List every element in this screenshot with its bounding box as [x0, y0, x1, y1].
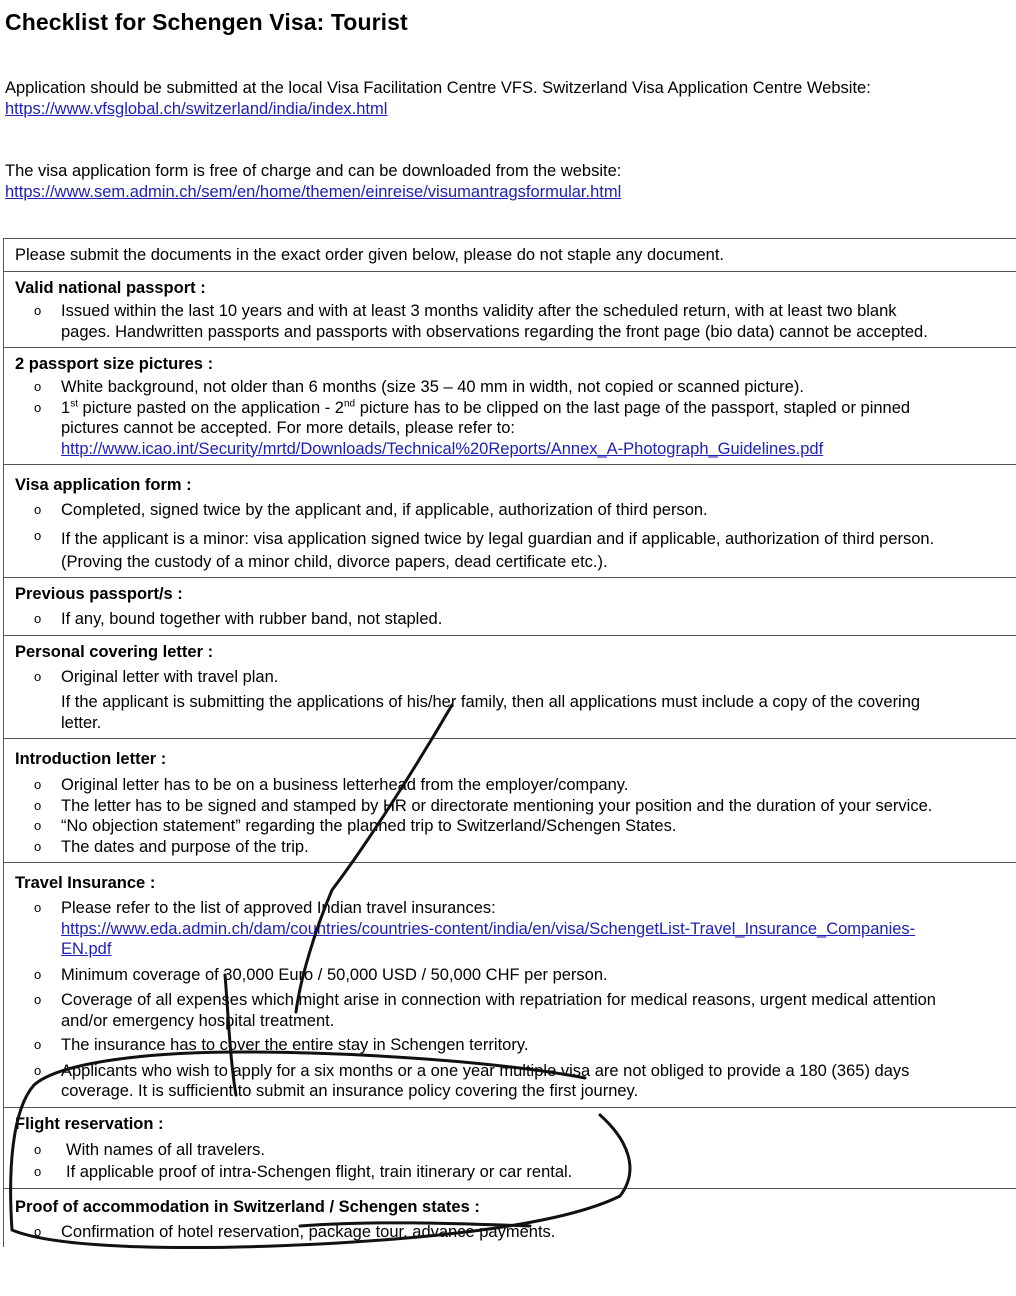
section-heading: Valid national passport :: [15, 279, 206, 297]
section-introduction-letter: [4, 739, 1016, 863]
item-text: and/or emergency hospital treatment.: [61, 1011, 335, 1030]
bullet-icon: o: [34, 1164, 42, 1179]
bullet-icon: o: [34, 1223, 42, 1239]
order-notice-text: Please submit the documents in the exact order given below, please do not staple any document.: [15, 246, 725, 264]
item-text: If the applicant is a minor: visa application signed twice by legal guardian and if applicable, authorization of third person.: [61, 529, 935, 548]
item-text: Please refer to the list of approved Indian travel insurances:: [61, 899, 496, 917]
item-text: With names of all travelers.: [66, 1140, 265, 1159]
item-text: Confirmation of hotel reservation, package tour, advance payments.: [61, 1222, 556, 1241]
list-item: [4, 965, 1016, 986]
item-text: If the applicant is submitting the applications of his/her family, then all applications must include a copy of the covering: [61, 693, 921, 711]
item-text: letter.: [61, 713, 102, 732]
item-text: 1st picture pasted on the application - 2nd picture has to be clipped on the last page of the passport, stapled or pinned: [61, 398, 911, 417]
bullet-icon: o: [34, 527, 42, 543]
item-text: Completed, signed twice by the applicant and, if applicable, authorization of third person.: [61, 501, 708, 519]
insurance-list-link-cont[interactable]: EN.pdf: [61, 940, 112, 958]
bullet-icon: o: [34, 1062, 42, 1078]
section-heading: 2 passport size pictures :: [15, 355, 214, 373]
bullet-icon: o: [34, 668, 42, 684]
item-text: Minimum coverage of 30,000 Euro / 50,000 USD / 50,000 CHF per person.: [61, 965, 608, 984]
section-pictures: [4, 348, 1016, 465]
list-item: [4, 1222, 1016, 1243]
list-item: [4, 526, 1016, 573]
bullet-icon: o: [34, 1141, 42, 1157]
item-text: If applicable proof of intra-Schengen flight, train itinerary or car rental.: [66, 1163, 573, 1181]
item-text: Coverage of all expenses which might arise in connection with repatriation for medical reasons, urgent medical attention: [61, 991, 936, 1009]
item-text: Original letter with travel plan.: [61, 667, 279, 686]
list-item: [4, 837, 1016, 858]
intro-text-vfs: Application should be submitted at the local Visa Facilitation Centre VFS. Switzerland Visa Application Centre Website:: [5, 79, 871, 97]
bullet-icon: o: [34, 399, 42, 415]
section-application-form: [4, 465, 1016, 578]
section-heading: Flight reservation :: [15, 1114, 164, 1133]
intro-text-form: The visa application form is free of charge and can be downloaded from the website:: [5, 162, 622, 180]
section-heading: Introduction letter :: [15, 750, 167, 768]
bullet-icon: o: [34, 900, 42, 915]
bullet-icon: o: [34, 1037, 42, 1052]
bullet-icon: o: [34, 379, 42, 394]
item-text: The insurance has to cover the entire stay in Schengen territory.: [61, 1036, 529, 1054]
item-text: Applicants who wish to apply for a six months or a one year multiple visa are not obliged to provide a 180 (365) days: [61, 1061, 910, 1080]
item-text: If any, bound together with rubber band, not stapled.: [61, 610, 443, 628]
bullet-icon: o: [34, 838, 42, 854]
section-previous-passport: [4, 578, 1016, 636]
form-download-link[interactable]: https://www.sem.admin.ch/sem/en/home/themen/einreise/visumantragsformular.html: [5, 182, 622, 201]
list-item: [4, 500, 1016, 521]
section-heading: Visa application form :: [15, 476, 192, 494]
section-heading: Proof of accommodation in Switzerland / Schengen states :: [15, 1197, 480, 1216]
page-title: Checklist for Schengen Visa: Tourist: [5, 9, 408, 35]
item-text: Issued within the last 10 years and with at least 3 months validity after the scheduled return, with at least two blank: [61, 302, 897, 320]
section-heading: Previous passport/s :: [15, 585, 183, 603]
item-text: The dates and purpose of the trip.: [61, 837, 309, 856]
intro-paragraph-form: [5, 161, 621, 202]
list-item: [4, 692, 1016, 733]
item-text: White background, not older than 6 months (size 35 – 40 mm in width, not copied or scanned picture).: [61, 378, 804, 396]
item-text: pictures cannot be accepted. For more details, please refer to:: [61, 419, 515, 437]
section-travel-insurance: [4, 863, 1016, 1108]
bullet-icon: o: [34, 303, 42, 318]
bullet-icon: o: [34, 818, 42, 833]
list-item: [4, 1162, 1016, 1183]
bullet-icon: o: [34, 797, 42, 813]
order-notice: [4, 239, 1016, 272]
section-covering-letter: [4, 636, 1016, 740]
section-heading: Travel Insurance :: [15, 874, 156, 892]
list-item: [4, 377, 1016, 398]
item-text: coverage. It is sufficient to submit an insurance policy covering the first journey.: [61, 1082, 639, 1100]
section-accommodation: [4, 1189, 1016, 1248]
section-passport: [4, 272, 1016, 348]
item-text: Original letter has to be on a business letterhead from the employer/company.: [61, 776, 629, 794]
list-item: [4, 796, 1016, 817]
bullet-icon: o: [34, 992, 42, 1007]
item-text: “No objection statement” regarding the planned trip to Switzerland/Schengen States.: [61, 817, 677, 835]
list-item: [4, 1035, 1016, 1056]
bullet-icon: o: [34, 502, 42, 517]
list-item: [4, 398, 1016, 460]
photo-guidelines-link[interactable]: http://www.icao.int/Security/mrtd/Downloads/Technical%20Reports/Annex_A-Photograph_Guidelines.pdf: [61, 439, 824, 458]
vfs-website-link[interactable]: https://www.vfsglobal.ch/switzerland/india/index.html: [5, 99, 388, 118]
checklist-table: [3, 238, 1016, 1247]
list-item: [4, 609, 1016, 630]
intro-paragraph-vfs: [5, 78, 871, 119]
list-item: [4, 898, 1016, 960]
list-item: [4, 667, 1016, 688]
list-item: [4, 816, 1016, 837]
list-item: [4, 775, 1016, 796]
section-flight-reservation: [4, 1108, 1016, 1189]
list-item: [4, 301, 1016, 342]
bullet-icon: o: [34, 611, 42, 626]
item-text: The letter has to be signed and stamped by HR or directorate mentioning your position and the duration of your service.: [61, 796, 933, 815]
section-heading: Personal covering letter :: [15, 642, 214, 661]
insurance-list-link[interactable]: https://www.eda.admin.ch/dam/countries/countries-content/india/en/visa/SchengetList-Travel_Insurance_Companies-: [61, 919, 916, 938]
item-text: pages. Handwritten passports and passports with observations regarding the front page (bio data) cannot be accepted.: [61, 322, 928, 341]
list-item: [4, 990, 1016, 1031]
list-item: [4, 1140, 1016, 1161]
bullet-icon: o: [34, 777, 42, 792]
list-item: [4, 1061, 1016, 1102]
item-text: (Proving the custody of a minor child, divorce papers, dead certificate etc.).: [61, 552, 608, 571]
bullet-icon: o: [34, 966, 42, 982]
